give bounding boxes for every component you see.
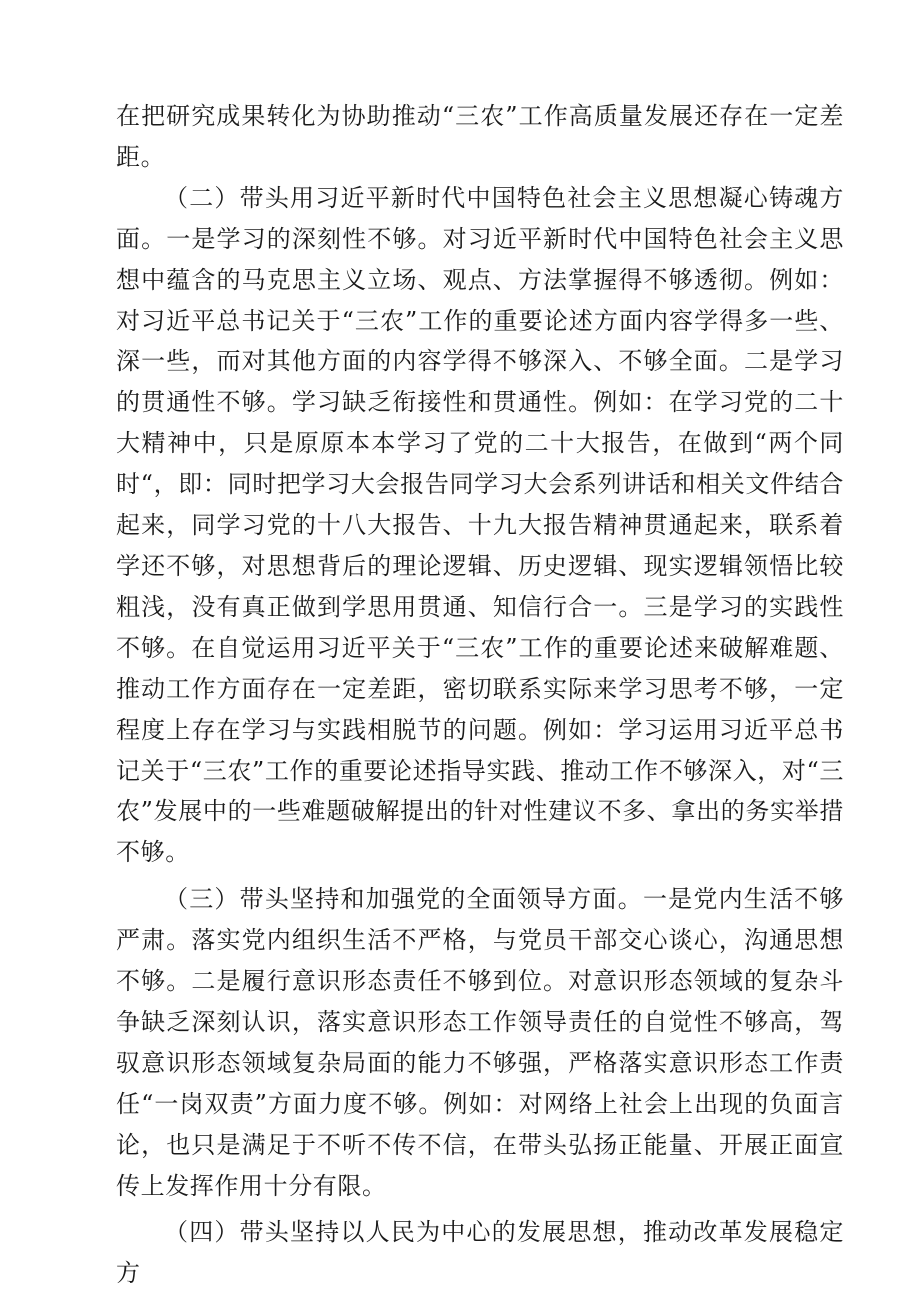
paragraph-section-three: （三）带头坚持和加强党的全面领导方面。一是党内生活不够严肃。落实党内组织生活不严格，与党员干部交心谈心，沟通思想不够。二是履行意识形态责任不够到位。对意识形态领域的复杂斗争缺乏深刻认识，落实意识形态工作领导责任的自觉性不够高，驾驭意识形态领域复杂局面的能力不够强，严格落实意识形态工作责任“一岗双责”方面力度不够。例如：对网络上社会上出现的负面言论，也只是满足于不听不传不信，在带头弘扬正能量、开展正面宣传上发挥作用十分有限。 [116, 885, 844, 1200]
paragraph-section-two: （二）带头用习近平新时代中国特色社会主义思想凝心铸魂方面。一是学习的深刻性不够。对习近平新时代中国特色社会主义思想中蕴含的马克思主义立场、观点、方法掌握得不够透彻。例如：对习近平总书记关于“三农”工作的重要论述方面内容学得多一些、深一些，而对其他方面的内容学得不够深入、不够全面。二是学习的贯通性不够。学习缺乏衔接性和贯通性。例如：在学习党的二十大精神中，只是原原本本学习了党的二十大报告，在做到“两个同时“，即：同时把学习大会报告同学习大会系列讲话和相关文件结合起来，同学习党的十八大报告、十九大报告精神贯通起来，联系着学还不够，对思想背后的理论逻辑、历史逻辑、现实逻辑领悟比较粗浅，没有真正做到学思用贯通、知信行合一。三是学习的实践性不够。在自觉运用习近平关于“三农”工作的重要论述来破解难题、推动工作方面存在一定差距，密切联系实际来学习思考不够，一定程度上存在学习与实践相脱节的问题。例如：学习运用习近平总书记关于“三农”工作的重要论述指导实践、推动工作不够深入，对“三农”发展中的一些难题破解提出的针对性建议不多、拿出的务实举措不够。 [116, 183, 844, 867]
paragraph-continuation: 在把研究成果转化为协助推动“三农”工作高质量发展还存在一定差距。 [116, 102, 844, 171]
document-body [116, 96, 844, 1294]
paragraph-section-four: （四）带头坚持以人民为中心的发展思想，推动改革发展稳定方 [116, 1218, 844, 1288]
